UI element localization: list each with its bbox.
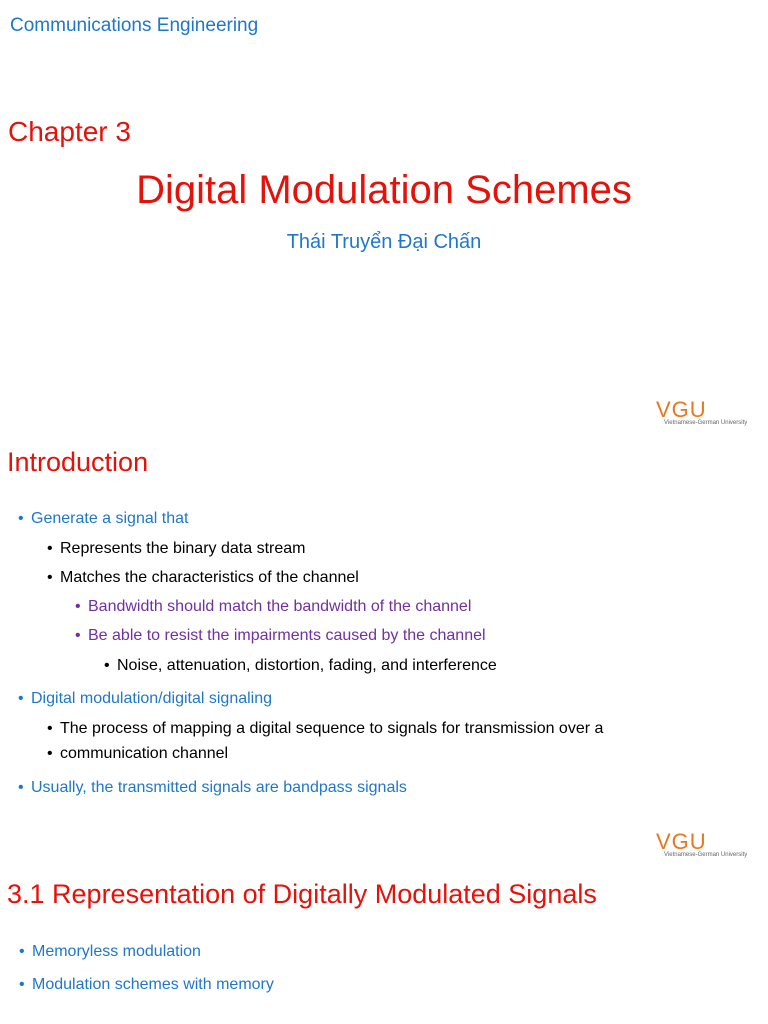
bullet-level2: • The process of mapping a digital sequence to signals for transmission over a — [60, 716, 603, 741]
bullet-continuation: • communication channel — [60, 741, 228, 766]
bullet-level1: • Modulation schemes with memory — [32, 972, 274, 997]
slide-title: Digital Modulation Schemes — [136, 168, 632, 212]
chapter-label: Chapter 3 — [8, 116, 131, 147]
vgu-logo-tagline: Vietnamese-German University — [664, 852, 748, 858]
author-name: Thái Truyển Đại Chấn — [286, 231, 482, 253]
course-name: Communications Engineering — [10, 15, 259, 36]
bullet-list — [0, 864, 768, 1024]
introduction-slide — [0, 432, 768, 864]
bullet-list — [0, 432, 768, 864]
bullet-level4: • Noise, attenuation, distortion, fading, and interference — [117, 653, 497, 678]
bullet-level1: • Usually, the transmitted signals are bandpass signals — [31, 775, 407, 800]
vgu-logo-text: VGU — [656, 397, 707, 422]
slide-heading: Introduction — [7, 447, 149, 477]
representation-slide — [0, 864, 768, 1024]
title-slide — [0, 0, 768, 432]
bullet-level3: • Be able to resist the impairments caused by the channel — [88, 623, 486, 648]
bullet-level1: • Digital modulation/digital signaling — [31, 686, 272, 711]
vgu-logo — [656, 829, 768, 863]
bullet-level1: • Generate a signal that — [31, 506, 188, 531]
vgu-logo-text: VGU — [656, 829, 707, 854]
bullet-level1: • Memoryless modulation — [32, 939, 201, 964]
bullet-level2: • Represents the binary data stream — [60, 536, 305, 561]
vgu-logo — [656, 397, 768, 431]
vgu-logo-tagline: Vietnamese-German University — [664, 420, 748, 426]
slide-heading: 3.1 Representation of Digitally Modulated Signals — [7, 879, 597, 909]
bullet-level2: • Matches the characteristics of the channel — [60, 565, 359, 590]
bullet-level3: • Bandwidth should match the bandwidth of the channel — [88, 594, 471, 619]
